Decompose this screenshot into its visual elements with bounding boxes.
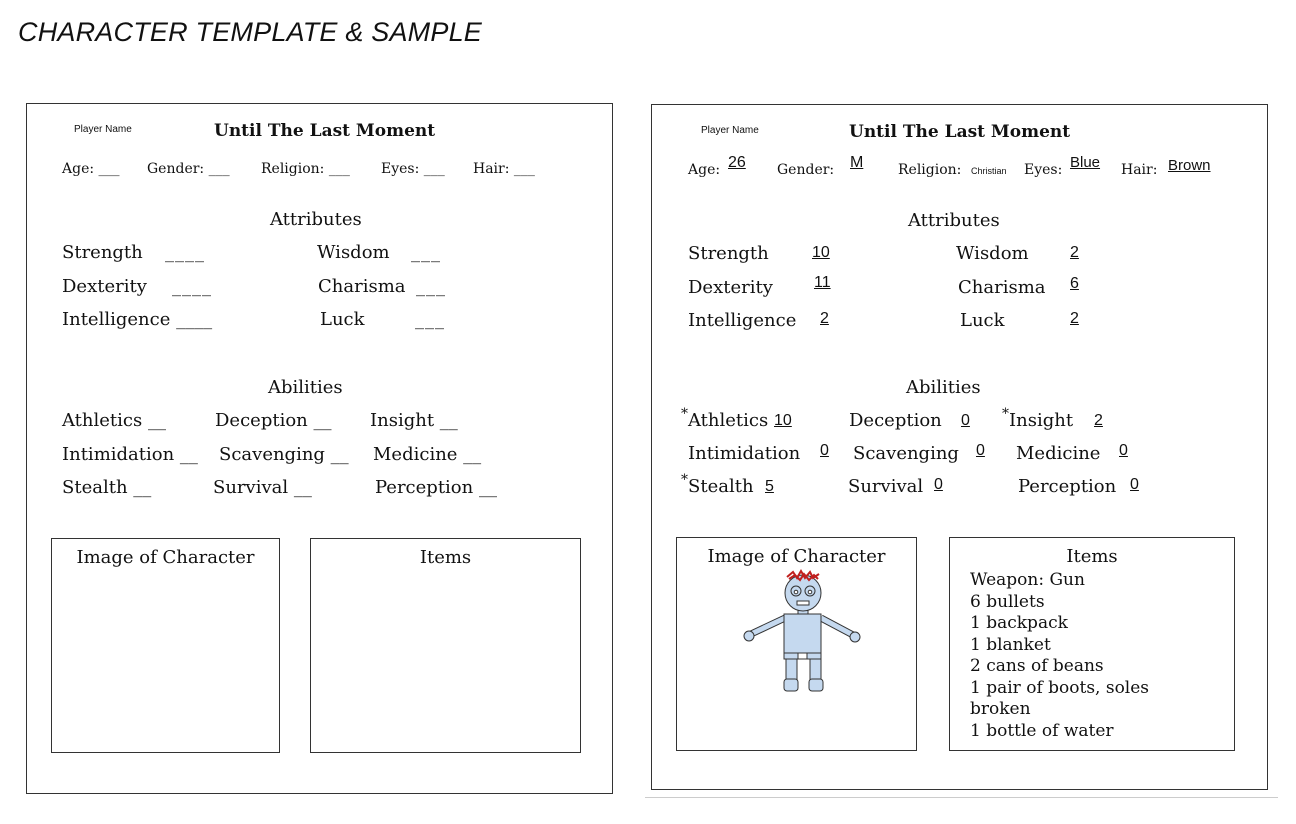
key-skill-star: * [1002,406,1009,422]
items-box-title: Items [1066,546,1118,567]
eyes-value: Blue [1070,154,1101,171]
items-box [310,538,581,753]
intelligence-field: Intelligence ____ [62,309,213,330]
perception-value: 0 [1130,476,1139,493]
strength-label: Strength [688,243,769,264]
stealth-label: Stealth [688,476,754,497]
sheet-title: Until The Last Moment [849,122,1071,142]
torso [784,614,821,653]
image-box [51,538,280,753]
dexterity-label: Dexterity [688,277,773,298]
right-hand [850,632,860,642]
athletics-field: Athletics __ [62,410,166,431]
luck-label: Luck [960,310,1005,331]
template-sheet [26,103,613,794]
bottom-divider [645,797,1278,798]
left-arm-fill [751,618,785,634]
item-beans: 2 cans of beans [970,656,1104,676]
stealth-value: 5 [765,478,774,495]
hair-label: Hair: [1121,162,1158,178]
item-water: 1 bottle of water [970,720,1114,741]
perception-label: Perception [1018,476,1117,497]
stealth-field: Stealth __ [62,477,152,498]
sheet-title: Until The Last Moment [214,121,436,141]
survival-field: Survival __ [213,477,312,498]
key-skill-star: * [681,472,688,488]
religion-field: Religion: ___ [261,161,350,177]
athletics-label: Athletics [688,410,769,431]
gender-value: M [850,154,864,171]
item-weapon: Weapon: Gun [970,570,1085,590]
perception-field: Perception __ [375,477,497,498]
strength-value: 10 [812,244,830,261]
medicine-value: 0 [1119,442,1128,459]
right-foot [809,679,823,691]
deception-value: 0 [961,412,970,429]
belt-buckle [798,653,807,659]
wisdom-value: 2 [1070,244,1079,261]
luck-value: 2 [1070,310,1079,327]
deception-label: Deception [849,410,942,431]
medicine-label: Medicine [1016,443,1101,464]
wisdom-label: Wisdom [317,242,390,263]
intelligence-label: Intelligence [688,310,797,331]
hair-value: Brown [1168,157,1211,174]
dexterity-blank: ____ [172,276,212,297]
dexterity-value: 11 [814,274,831,291]
strength-blank: ____ [165,242,205,263]
intimidation-label: Intimidation [688,443,801,464]
stealth-field [681,472,754,497]
left-hand [744,631,754,641]
image-box-title: Image of Character [76,547,255,568]
item-backpack: 1 backpack [970,613,1068,633]
image-box [676,537,917,751]
medicine-field: Medicine __ [373,444,482,465]
luck-label: Luck [320,309,365,330]
sample-sheet [651,104,1268,790]
key-skill-star: * [681,406,688,422]
age-label: Age: [688,162,721,178]
athletics-value: 10 [774,412,792,429]
deception-field: Deception __ [215,410,332,431]
character-drawing [677,538,916,750]
items-box-title: Items [419,547,472,568]
intelligence-value: 2 [820,310,829,327]
attributes-header: Attributes [908,210,1000,231]
luck-blank: ___ [415,309,445,330]
charisma-label: Charisma [958,277,1046,298]
right-arm-fill [821,618,853,635]
charisma-value: 6 [1070,275,1079,292]
strength-label: Strength [62,242,143,263]
head [785,575,821,611]
scavenging-label: Scavenging [853,443,959,464]
eyes-field: Eyes: ___ [381,161,445,177]
charisma-label: Charisma [318,276,406,297]
gender-label: Gender: [777,162,835,178]
insight-field [1002,406,1074,431]
intimidation-value: 0 [820,442,829,459]
charisma-blank: ___ [416,276,446,297]
attributes-header: Attributes [270,209,362,230]
scavenging-field: Scavenging __ [219,444,349,465]
wisdom-label: Wisdom [956,243,1029,264]
image-box-title: Image of Character [707,546,886,567]
wisdom-blank: ___ [411,242,441,263]
survival-value: 0 [934,476,943,493]
survival-label: Survival [848,476,924,497]
eyes-label: Eyes: [1024,162,1063,178]
age-field: Age: ___ [62,161,120,177]
item-boots: 1 pair of boots, soles broken [970,677,1150,719]
insight-field: Insight __ [370,410,458,431]
items-box [949,537,1235,751]
scavenging-value: 0 [976,442,985,459]
hair-field: Hair: ___ [473,161,535,177]
athletics-field [681,406,769,431]
item-blanket: 1 blanket [970,634,1051,655]
insight-label: Insight [1009,410,1074,431]
intimidation-field: Intimidation __ [62,444,198,465]
page-heading: CHARACTER TEMPLATE & SAMPLE [18,17,482,47]
religion-label: Religion: [898,162,962,178]
gender-field: Gender: ___ [147,161,230,177]
player-name-label: Player Name [701,125,759,136]
item-bullets: 6 bullets [970,591,1045,612]
religion-value: Christian [971,166,1007,176]
items-list [970,570,1220,742]
age-value: 26 [728,154,746,171]
abilities-header: Abilities [906,377,981,398]
insight-value: 2 [1094,412,1103,429]
abilities-header: Abilities [268,377,343,398]
left-foot [784,679,798,691]
player-name-label: Player Name [74,124,132,135]
dexterity-label: Dexterity [62,276,147,297]
